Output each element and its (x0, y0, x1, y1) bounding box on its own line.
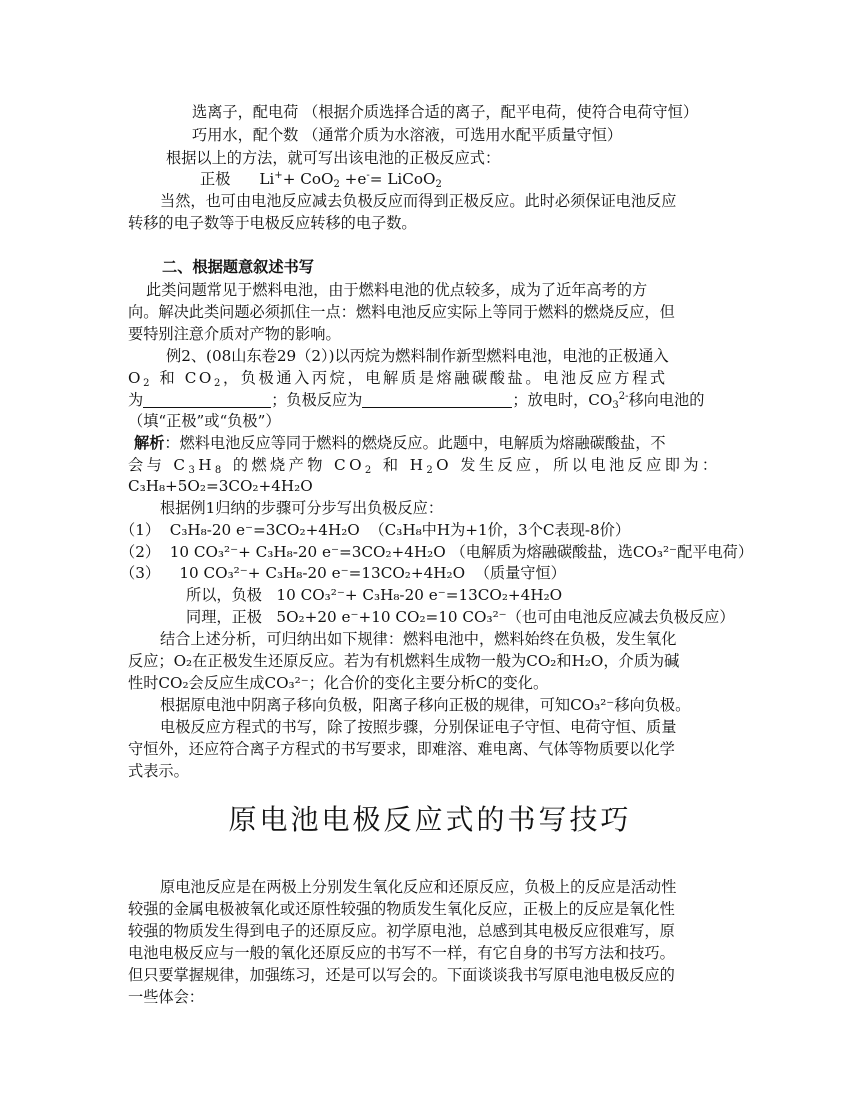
step-equation: 10 CO₃²⁻+ C₃H₈-20 e⁻=13CO₂+4H₂O (276, 586, 563, 604)
formula-part: CO (588, 391, 613, 409)
text-line: 向。解决此类问题必须抓住一点：燃料电池反应实际上等同于燃料的燃烧反应，但 (128, 303, 675, 321)
text-part: 为 (128, 391, 144, 409)
text-line: 结合上述分析，可归纳出如下规律：燃料电池中，燃料始终在负极，发生氧化 (160, 630, 677, 648)
analysis-line: 会与 $C_3H_8$ 的燃烧产物 $CO_2$ 和 $H_2O$ 发生反应，所以电池反应即为： (128, 456, 721, 476)
text-part: 会与 (128, 456, 166, 474)
text-line: 较强的物质发生得到电子的还原反应。初学原电池，总感到其电极反应很难写，原 (128, 922, 675, 940)
text-line: 选离子，配电荷 （根据介质选择合适的离子，配平电荷，使符合电荷守恒） (192, 103, 699, 121)
text-part: ：燃料电池反应等同于燃料的燃烧反应。此题中，电解质为熔融碳酸盐，不 (164, 434, 666, 452)
text-part: ；负极反应为 (271, 391, 363, 409)
text-line: 当然，也可由电池反应减去负极反应而得到正极反应。此时必须保证电池反应 (160, 192, 677, 210)
step-equation: 10 CO₃²⁻+ C₃H₈-20 e⁻=3CO₂+4H₂O (169, 543, 446, 561)
step-equation: 10 CO₃²⁻+ C₃H₈-20 e⁻=13CO₂+4H₂O (179, 564, 466, 582)
text-line: 式表示。 (128, 762, 189, 780)
step-note: （电解质为熔融碳酸盐，选CO₃²⁻配平电荷） (450, 543, 754, 561)
formula-part: + CoO (282, 170, 334, 188)
example-line: $O_2$ 和 $CO_2$，负极通入丙烷，电解质是熔融碳酸盐。电池反应方程式 (128, 369, 668, 389)
text-line: 守恒外，还应符合离子方程式的书写要求，即难溶、难电离、气体等物质要以化学 (128, 740, 675, 758)
text-part: ，负极通入丙烷，电解质是熔融碳酸盐。电池反应方程式 (222, 369, 668, 387)
text-part: 和 (382, 456, 402, 474)
text-line: 根据例1归纳的步骤可分步写出负极反应： (160, 499, 444, 517)
text-part: 和 (159, 369, 178, 387)
analysis-label: 解析 (134, 434, 165, 452)
text-line: 反应；O₂在正极发生还原反应。若为有机燃料生成物一般为CO₂和H₂O，介质为碱 (128, 652, 680, 670)
text-line: 巧用水，配个数 （通常介质为水溶液，可选用水配平质量守恒） (192, 126, 623, 144)
step-line (186, 606, 735, 628)
cathode-equation: 正极 Li++ CoO$_2$ +e-= LiCoO$_2$ (200, 170, 442, 190)
page-title: 原电池电极反应式的书写技巧 (228, 803, 632, 836)
text-line: 要特别注意介质对产物的影响。 (128, 325, 341, 343)
step-number: （1） (120, 521, 161, 539)
formula-part: = LiCoO (369, 170, 436, 188)
total-equation: C₃H₈+5O₂=3CO₂+4H₂O (128, 477, 313, 495)
step-line (120, 519, 630, 541)
example-line: 为 ；负极反应为 ；放电时，$CO_3^{2-}$移向电池的 (128, 391, 705, 411)
step-label: 同理，正极 (186, 608, 262, 626)
step-label: 所以，负极 (186, 586, 262, 604)
text-line: 转移的电子数等于电极反应转移的电子数。 (128, 214, 417, 232)
formula-part: CO (184, 369, 214, 387)
step-note: （质量守恒） (474, 564, 566, 582)
example-line: （填“正极”或“负极”） (128, 412, 281, 430)
step-equation: 5O₂+20 e⁻+10 CO₂=10 CO₃²⁻ (276, 608, 507, 626)
formula-part: O (128, 369, 144, 387)
step-equation: C₃H₈-20 e⁻=3CO₂+4H₂O (169, 521, 360, 539)
step-line (120, 541, 753, 563)
text-line: 根据以上的方法，就可写出该电池的正极反应式： (166, 149, 501, 167)
text-part: 的燃烧产物 (232, 456, 326, 474)
section-heading: 二、根据题意叙述书写 (162, 258, 314, 276)
text-line: 一些体会： (128, 988, 204, 1006)
formula-part: CO (334, 456, 365, 474)
text-line: 但只要掌握规律，加强练习，还是可以写会的。下面谈谈我书写原电池电极反应的 (128, 966, 675, 984)
text-line: 较强的金属电极被氧化或还原性较强的物质发生氧化反应，正极上的反应是氧化性 (128, 900, 675, 918)
text-line: 电池电极反应与一般的氧化还原反应的书写不一样，有它自身的书写方法和技巧。 (128, 944, 675, 962)
step-note: （C₃H₈中H为+1价，3个C表现-8价） (369, 521, 631, 539)
example-line: 例2、(08山东卷29（2）)以丙烷为燃料制作新型燃料电池，电池的正极通入 (166, 347, 669, 365)
label: 正极 (200, 170, 231, 188)
text-line: 此类问题常见于燃料电池，由于燃料电池的优点较多，成为了近年高考的方 (146, 281, 648, 299)
analysis-line (134, 432, 666, 454)
step-number: （2） (120, 543, 161, 561)
formula-part: C (173, 456, 189, 474)
step-number: （3） (120, 564, 161, 582)
text-part: 发生反应，所以电池反应即为： (460, 456, 721, 474)
text-line: 性时CO₂会反应生成CO₃²⁻；化合价的变化主要分析C的变化。 (128, 674, 549, 692)
text-part: ；放电时， (512, 391, 589, 409)
text-line: 电极反应方程式的书写，除了按照步骤，分别保证电子守恒、电荷守恒、质量 (160, 718, 677, 736)
formula-part: H (409, 456, 427, 474)
text-line: 根据原电池中阴离子移向负极，阳离子移向正极的规律，可知CO₃²⁻移向负极。 (160, 696, 691, 714)
step-line (120, 562, 566, 584)
step-line (186, 584, 562, 606)
formula-part: +e (344, 170, 367, 188)
text-part: 移向电池的 (628, 391, 705, 409)
text-line: 原电池反应是在两极上分别发生氧化反应和还原反应，负极上的反应是活动性 (160, 878, 677, 896)
answer-blank[interactable] (362, 393, 512, 408)
formula-part: Li (259, 170, 275, 188)
step-note: （也可由电池反应减去负极反应） (506, 608, 735, 626)
answer-blank[interactable] (143, 393, 271, 408)
